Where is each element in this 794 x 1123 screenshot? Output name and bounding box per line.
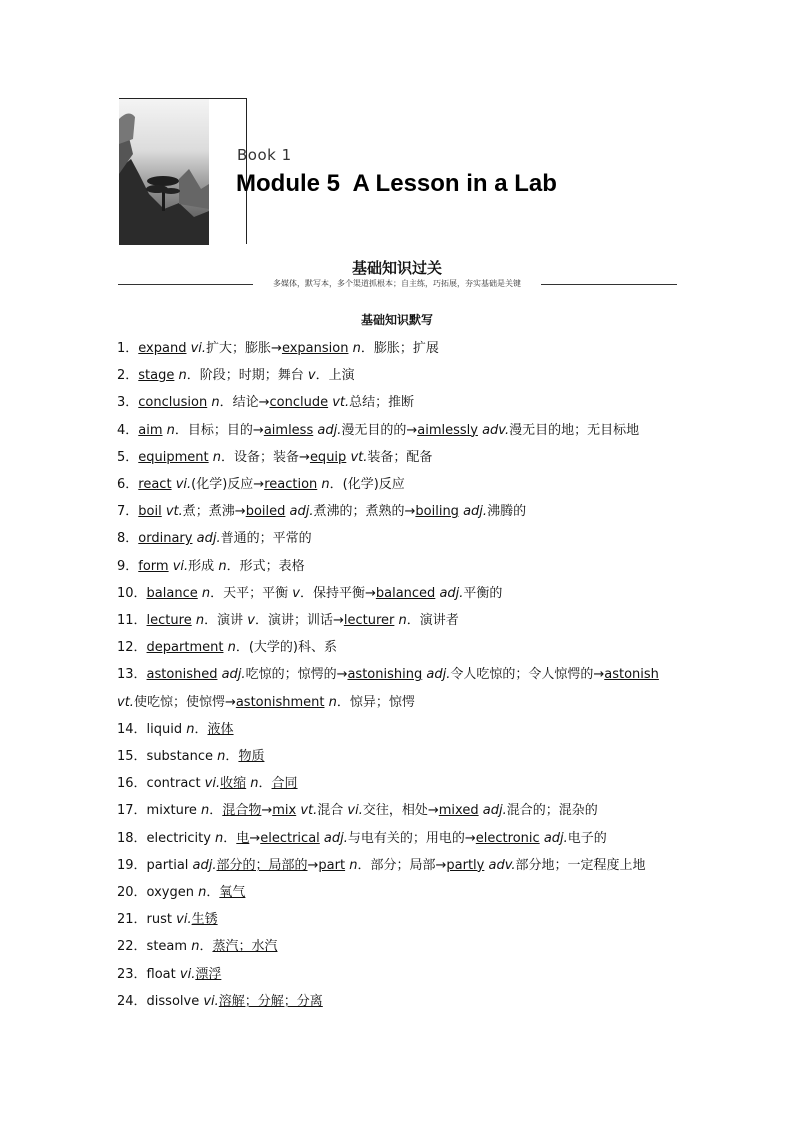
vocab-entry-24: 24．dissolve vi.溶解；分解；分离	[117, 993, 323, 1009]
vocab-entry-10: 10．balance n．天平；平衡 v．保持平衡→balanced adj.平衡的	[117, 585, 503, 601]
vocab-entry-2: 2．stage n．阶段；时期；舞台 v．上演	[117, 368, 355, 384]
mountain-pine-icon	[119, 99, 209, 245]
vocab-entry-15: 15．substance n．物质	[117, 749, 265, 765]
cover-photo	[119, 98, 247, 244]
section-title: 基础知识过关	[351, 259, 442, 277]
section-subtitle: 多媒体，默写本，多个渠道抓根本；自主练，巧拓展，夯实基础是关键	[273, 279, 521, 288]
book-label: Book 1	[237, 146, 292, 164]
vocab-entry-7: 7．boil vt.煮；煮沸→boiled adj.煮沸的；煮熟的→boiling adj.沸腾的	[117, 504, 527, 520]
vocab-entry-6: 6．react vi.(化学)反应→reaction n．(化学)反应	[117, 477, 405, 493]
vocab-entry-11: 11．lecture n．演讲 v．演讲；训话→lecturer n．演讲者	[117, 613, 459, 629]
vocab-entry-14: 14．liquid n．液体	[117, 721, 234, 737]
vocab-entry-9: 9．form vi.形成 n．形式；表格	[117, 558, 305, 574]
vocab-entry-13: 13．astonished adj.吃惊的；惊愕的→astonishing adj.令人吃惊的；令人惊愕的→astonish vt.使吃惊；使惊愕→astonishment n．惊异；惊愕	[117, 667, 659, 710]
vocab-entry-3: 3．conclusion n．结论→conclude vt.总结；推断	[117, 395, 415, 411]
vocab-entry-18: 18．electricity n．电→electrical adj.与电有关的；用电的→electronic adj.电子的	[117, 830, 607, 846]
vocab-entry-22: 22．steam n．蒸汽；水汽	[117, 939, 278, 955]
vocabulary-list	[117, 335, 679, 1015]
subheading: 基础知识默写	[360, 313, 433, 327]
vocab-entry-8: 8．ordinary adj.普通的；平常的	[117, 531, 312, 547]
vocab-entry-20: 20．oxygen n．氧气	[117, 885, 246, 901]
vocab-entry-23: 23．float vi.漂浮	[117, 966, 222, 982]
vocab-entry-4: 4．aim n．目标；目的→aimless adj.漫无目的的→aimlessly adv.漫无目的地；无目标地	[117, 422, 640, 438]
vocab-entry-19: 19．partial adj.部分的；局部的→part n．部分；局部→partly adv.部分地；一定程度上地	[117, 857, 646, 873]
mountain-landscape-image	[119, 99, 209, 245]
vocab-entry-16: 16．contract vi.收缩 n．合同	[117, 776, 298, 792]
vocab-entry-12: 12．department n．(大学的)科、系	[117, 640, 338, 656]
vocab-entry-1: 1．expand vi.扩大；膨胀→expansion n．膨胀；扩展	[117, 341, 439, 356]
vocab-entry-21: 21．rust vi.生锈	[117, 912, 218, 928]
vocab-entry-5: 5．equipment n．设备；装备→equip vt.装备；配备	[117, 449, 433, 465]
module-title: Module 5 A Lesson in a Lab	[236, 170, 557, 197]
vocab-entry-17: 17．mixture n．混合物→mix vt.混合 vi.交往，相处→mixed adj.混合的；混杂的	[117, 803, 598, 819]
